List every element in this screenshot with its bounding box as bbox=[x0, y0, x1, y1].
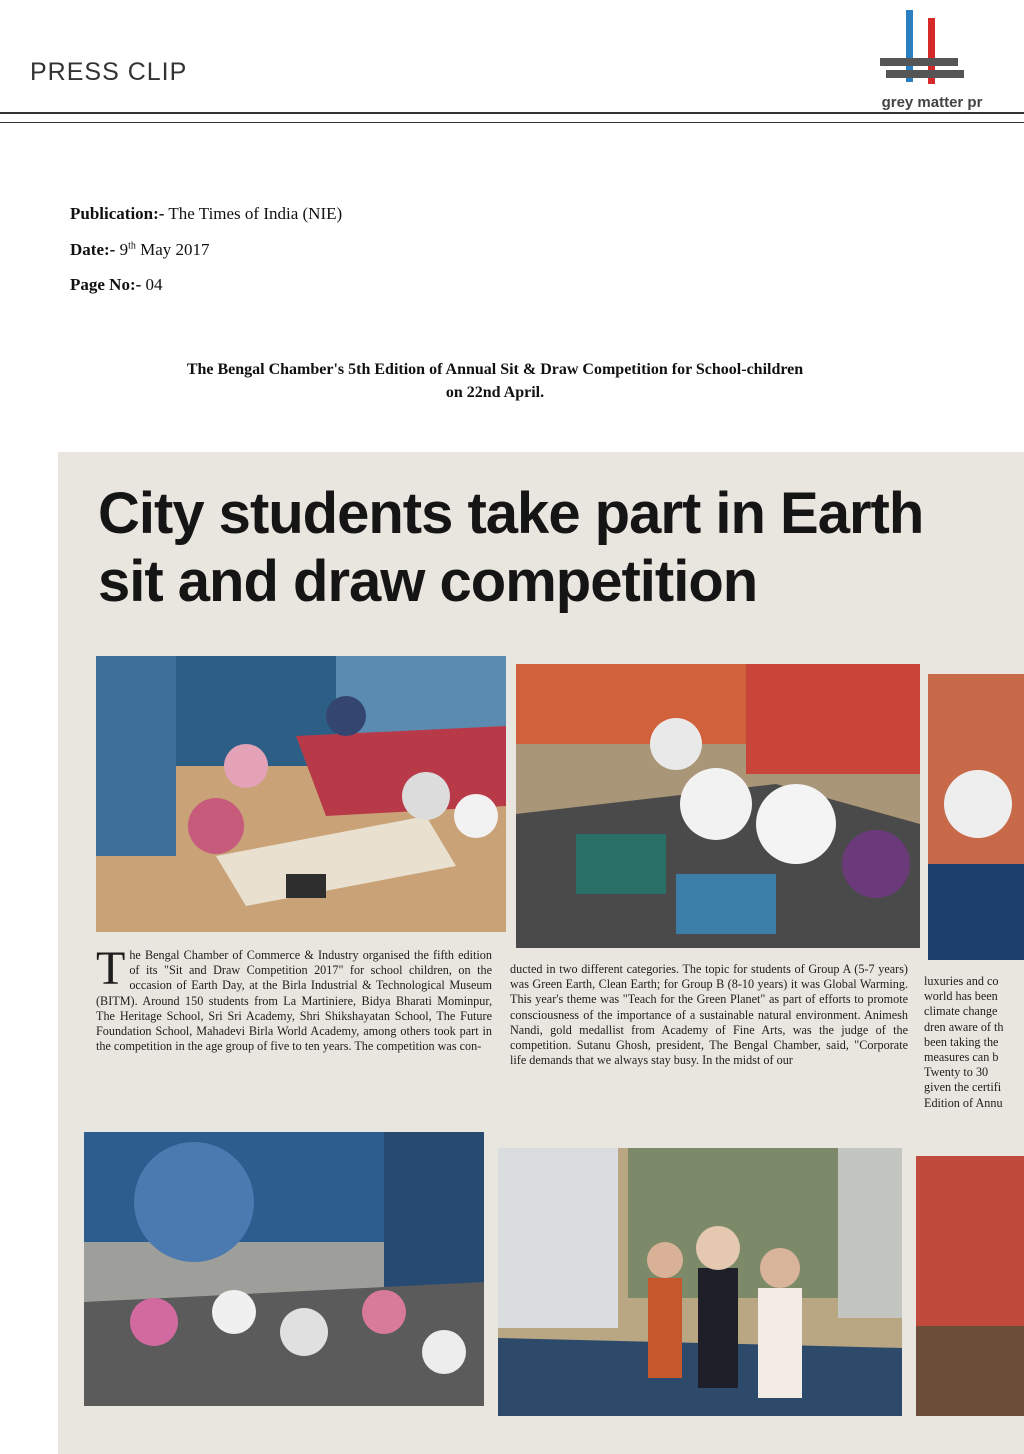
newspaper-clipping bbox=[58, 452, 1024, 1454]
article-column-3-line: Edition of Annu bbox=[924, 1095, 1003, 1110]
logo-text: grey matter pr bbox=[881, 94, 983, 111]
article-column-3-line: climate change bbox=[924, 1004, 998, 1019]
page-number-value: 04 bbox=[145, 275, 163, 294]
photo-right-edge-bottom bbox=[916, 1156, 1024, 1416]
article-column-3-line: dren aware of th bbox=[924, 1019, 1004, 1034]
headline-line-1: City students take part in Earth bbox=[98, 481, 924, 546]
event-caption bbox=[60, 358, 930, 404]
grey-matter-logo bbox=[872, 8, 992, 120]
article-column-2-text: ducted in two different categories. The topic for students of Group A (5-7 years) was Green Earth, Clean Earth; for Group B (8-10 years) it was Global Warming. This year's theme was "Teach for the Green Planet" as part of efforts to promote consciousness of the importance of a sustainable natural environment. Animesh Nandi, gold medallist from Academy of Fine Arts, was the judge of the competition. Sutanu Ghosh, president, The Bengal Chamber, said, "Corporate life demands that we always stay busy. In the midst of our bbox=[510, 962, 908, 1068]
logo-mark-icon bbox=[872, 8, 992, 98]
article-column-2 bbox=[510, 962, 908, 1068]
article-column-1-text: he Bengal Chamber of Commerce & Industry organised the fifth edition of its "Sit and Draw Competition 2017" for school children, on the occasion of Earth Day, at the Birla Industrial & Technological Museum (BITM). Around 150 students from La Martiniere, Bidya Bharati Mominpur, The Heritage School, Sri Sri Academy, Shri Shikshayatan School, The Future Foundation School, Mahadevi Birla World Academy, among others took part in the competition in the age group of five to ten years. The competition was con- bbox=[96, 948, 492, 1054]
article-column-3-line: been taking the bbox=[924, 1034, 999, 1049]
article-drop-cap: T bbox=[96, 942, 126, 995]
date-suffix: th bbox=[128, 240, 136, 252]
photo-students-in-uniform bbox=[516, 664, 920, 948]
article-column-3-line: world has been bbox=[924, 989, 998, 1004]
article-column-3-line: luxuries and co bbox=[924, 974, 999, 988]
photo-right-edge bbox=[928, 674, 1024, 960]
article-column-3-line: given the certifi bbox=[924, 1080, 1002, 1095]
date-label: Date:- bbox=[70, 240, 116, 259]
publication-line bbox=[70, 204, 342, 224]
date-rest: May 2017 bbox=[140, 240, 210, 259]
photo-judges-with-children bbox=[498, 1148, 902, 1416]
date-line bbox=[70, 240, 210, 260]
photo-children-in-museum bbox=[84, 1132, 484, 1406]
article-column-3-line: measures can b bbox=[924, 1050, 999, 1065]
page-number-label: Page No:- bbox=[70, 275, 142, 294]
header-divider bbox=[0, 112, 1024, 114]
article-column-3-line: Twenty to 30 bbox=[924, 1065, 989, 1080]
event-caption-line-1: The Bengal Chamber's 5th Edition of Annual Sit & Draw Competition for School-children bbox=[186, 361, 804, 378]
photo-children-drawing-on-mats bbox=[96, 656, 506, 932]
date-day: 9 bbox=[119, 240, 129, 259]
article-column-1 bbox=[96, 942, 492, 1054]
publication-value: The Times of India (NIE) bbox=[168, 204, 343, 223]
event-caption-line-2: on 22nd April. bbox=[445, 384, 545, 401]
page-number-line bbox=[70, 275, 163, 295]
article-column-3 bbox=[924, 974, 1024, 1111]
header-divider-secondary bbox=[0, 122, 1024, 123]
press-clip-label: PRESS CLIP bbox=[30, 58, 188, 86]
headline-line-2: sit and draw competition bbox=[98, 549, 758, 614]
publication-label: Publication:- bbox=[70, 204, 165, 223]
